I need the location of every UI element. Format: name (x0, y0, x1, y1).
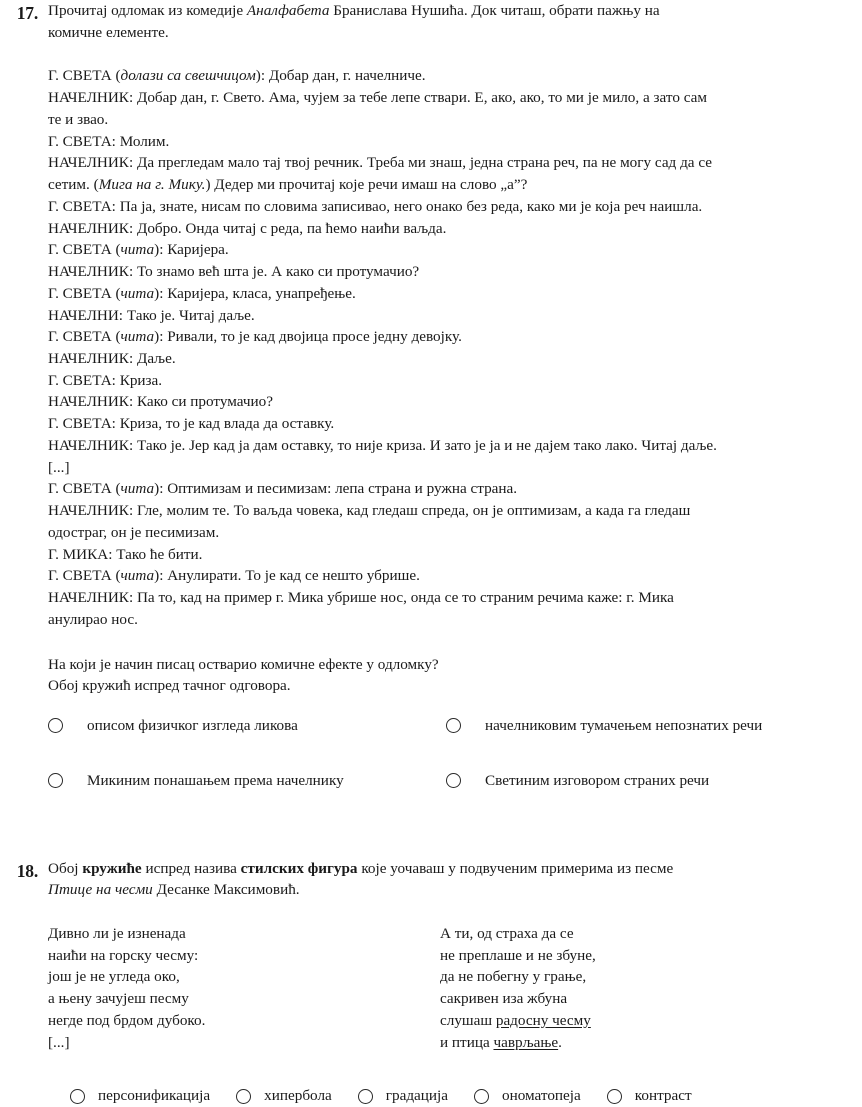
task-17-option-2-label: начелниковим тумачењем непознатих речи (485, 715, 762, 737)
text-span: [...] (48, 459, 70, 476)
text-line (48, 261, 842, 283)
radio-circle-icon[interactable] (607, 1089, 622, 1104)
text-line (48, 174, 842, 196)
task-18-option-5-label: контраст (635, 1085, 692, 1107)
task-17-option-4[interactable] (446, 770, 842, 792)
text-span: Десанке Максимовић. (153, 881, 300, 898)
italic-span: чита (121, 328, 155, 345)
text-line (48, 283, 842, 305)
text-line (440, 1010, 842, 1032)
text-span: не преплаше и не збуне, (440, 947, 596, 964)
text-span: Г. МИКА: Тако ће бити. (48, 546, 202, 563)
text-span: . (558, 1034, 562, 1051)
task-17-option-1[interactable] (48, 715, 446, 737)
radio-circle-icon[interactable] (474, 1089, 489, 1104)
task-18-option-1[interactable] (70, 1085, 236, 1107)
text-line (48, 587, 842, 609)
task-18-poem (48, 923, 842, 1053)
text-line (48, 413, 842, 435)
text-span: ): Каријера, класа, унапређење. (154, 285, 356, 302)
text-line (48, 109, 842, 131)
text-span: ): Оптимизам и песимизам: лепа страна и ружна страна. (154, 480, 517, 497)
task-18-option-1-label: персонификација (98, 1085, 210, 1107)
text-span: Обој (48, 860, 82, 877)
text-line (440, 945, 842, 967)
text-span: сетим. ( (48, 176, 99, 193)
text-span: Г. СВЕТА: Криза. (48, 372, 162, 389)
text-line (48, 0, 842, 22)
text-span: испред назива (142, 860, 241, 877)
task-17-option-3[interactable] (48, 770, 446, 792)
italic-span: чита (121, 241, 155, 258)
text-line (48, 391, 842, 413)
task-18-option-3-label: градација (386, 1085, 448, 1107)
task-17-number: 17. (0, 0, 48, 26)
text-line (440, 988, 842, 1010)
task-17-option-3-label: Микиним понашањем према начелнику (87, 770, 344, 792)
text-span: Г. СВЕТА ( (48, 567, 121, 584)
text-span: Прочитај одломак из комедије (48, 2, 247, 19)
text-span: А ти, од страха да се (440, 925, 574, 942)
text-span: комичне елементе. (48, 24, 169, 41)
text-span: Дивно ли је изненада (48, 925, 186, 942)
task-18 (0, 858, 862, 1107)
text-line (48, 196, 842, 218)
text-span: Г. СВЕТА: Па ја, знате, нисам по словима записивао, него онако без реда, како ми је која реч наишла. (48, 198, 702, 215)
bold-span: кружиће (82, 860, 141, 877)
text-line (48, 1032, 440, 1054)
task-18-option-2[interactable] (236, 1085, 358, 1107)
task-18-body (48, 858, 862, 1107)
text-span: [...] (48, 1034, 70, 1051)
task-18-number: 18. (0, 858, 48, 884)
text-span: НАЧЕЛНИК: Тако је. Јер кад ја дам оставку, то није криза. И зато је ја и не дајем тако лако. Читај даље. (48, 437, 717, 454)
text-line (48, 65, 842, 87)
text-span: ): Добар дан, г. начелниче. (256, 67, 426, 84)
text-line (48, 22, 842, 44)
text-line (48, 326, 842, 348)
text-span: Г. СВЕТА ( (48, 241, 121, 258)
text-line (48, 565, 842, 587)
text-line (48, 478, 842, 500)
underlined-span: чаврљање (493, 1034, 558, 1051)
text-span: још је не угледа око, (48, 968, 180, 985)
italic-span: Мига на г. Мику. (99, 176, 206, 193)
task-17-question-line-1: На који је начин писац остварио комичне ефекте у одломку? (48, 654, 842, 676)
task-17-question-line-2: Обој кружић испред тачног одговора. (48, 675, 842, 697)
task-18-option-3[interactable] (358, 1085, 474, 1107)
task-18-option-4[interactable] (474, 1085, 607, 1107)
text-span: ): Каријера. (154, 241, 229, 258)
text-span: те и звао. (48, 111, 108, 128)
task-18-option-5[interactable] (607, 1085, 692, 1107)
text-line (48, 945, 440, 967)
italic-span: Аналфабета (247, 2, 330, 19)
text-span: Г. СВЕТА ( (48, 67, 121, 84)
radio-circle-icon[interactable] (358, 1089, 373, 1104)
italic-span: Птице на чесми (48, 881, 153, 898)
text-line (48, 239, 842, 261)
text-line (48, 305, 842, 327)
text-span: слушаш (440, 1012, 496, 1029)
text-span: Бранислава Нушића. Док читаш, обрати пажњу на (329, 2, 659, 19)
text-span: ) Дедер ми прочитај које речи имаш на слово „а”? (205, 176, 527, 193)
text-line (440, 966, 842, 988)
text-span: Г. СВЕТА ( (48, 328, 121, 345)
text-line (48, 522, 842, 544)
task-18-option-4-label: ономатопеја (502, 1085, 581, 1107)
task-17-prompt (48, 0, 842, 43)
text-span: НАЧЕЛНИК: Како си протумачио? (48, 393, 273, 410)
text-line (440, 1032, 842, 1054)
italic-span: чита (121, 285, 155, 302)
text-line (48, 457, 842, 479)
text-span: НАЧЕЛНИ: Тако је. Читај даље. (48, 307, 255, 324)
radio-circle-icon[interactable] (446, 773, 461, 788)
text-line (48, 858, 842, 880)
text-span: НАЧЕЛНИК: Добро. Онда читај с реда, па ћемо наићи ваљда. (48, 220, 446, 237)
text-line (48, 87, 842, 109)
text-line (48, 923, 440, 945)
text-span: Г. СВЕТА: Криза, то је кад влада да оставку. (48, 415, 334, 432)
text-line (48, 131, 842, 153)
text-span: НАЧЕЛНИК: То знамо већ шта је. А како си протумачио? (48, 263, 419, 280)
task-18-options (48, 1085, 842, 1107)
text-line (48, 370, 842, 392)
radio-circle-icon[interactable] (48, 718, 63, 733)
text-line (48, 500, 842, 522)
text-span: негде под брдом дубоко. (48, 1012, 205, 1029)
text-line (48, 544, 842, 566)
text-span: и птица (440, 1034, 493, 1051)
task-17-excerpt (48, 65, 842, 630)
radio-circle-icon[interactable] (236, 1089, 251, 1104)
text-span: сакривен иза жбуна (440, 990, 567, 1007)
text-span: Г. СВЕТА ( (48, 285, 121, 302)
text-span: анулирао нос. (48, 611, 138, 628)
text-span: НАЧЕЛНИК: Да прегледам мало тај твој речник. Треба ми знаш, једна страна реч, па не могу сад да се (48, 154, 712, 171)
underlined-span: радосну чесму (496, 1012, 591, 1029)
task-17-option-4-label: Светиним изговором страних речи (485, 770, 709, 792)
text-span: ): Анулирати. То је кад се нешто убрише. (154, 567, 420, 584)
radio-circle-icon[interactable] (446, 718, 461, 733)
task-17-question (48, 654, 842, 697)
poem-stanza-right (440, 923, 842, 1053)
text-span: Г. СВЕТА: Молим. (48, 133, 169, 150)
text-span: ): Ривали, то је кад двојица просе једну девојку. (154, 328, 462, 345)
task-18-option-2-label: хипербола (264, 1085, 332, 1107)
italic-span: чита (121, 480, 155, 497)
text-span: НАЧЕЛНИК: Даље. (48, 350, 176, 367)
italic-span: чита (121, 567, 155, 584)
text-line (48, 879, 842, 901)
text-span: Г. СВЕТА ( (48, 480, 121, 497)
text-span: одостраг, он је песимизам. (48, 524, 219, 541)
task-17-options (48, 715, 842, 791)
text-span: НАЧЕЛНИК: Добар дан, г. Свето. Ама, чујем за тебе лепе ствари. Е, ако, ако, то ми је мило, а зато сам (48, 89, 707, 106)
task-17-option-1-label: описом физичког изгледа ликова (87, 715, 298, 737)
text-line (48, 988, 440, 1010)
text-span: наићи на горску чесму: (48, 947, 198, 964)
text-line (48, 609, 842, 631)
task-17-option-2[interactable] (446, 715, 842, 737)
text-line (48, 152, 842, 174)
task-18-prompt (48, 858, 842, 901)
radio-circle-icon[interactable] (48, 773, 63, 788)
text-line (48, 1010, 440, 1032)
text-span: НАЧЕЛНИК: Па то, кад на пример г. Мика убрише нос, онда се то страним речима каже: г. Мика (48, 589, 674, 606)
text-span: да не побегну у грање, (440, 968, 586, 985)
text-line (48, 966, 440, 988)
task-17-body (48, 0, 862, 792)
text-span: а њену зачујеш песму (48, 990, 189, 1007)
radio-circle-icon[interactable] (70, 1089, 85, 1104)
text-span: НАЧЕЛНИК: Гле, молим те. То ваљда човека, кад гледаш спреда, он је оптимизам, а када га гледаш (48, 502, 690, 519)
bold-span: стилских фигура (241, 860, 358, 877)
text-line (48, 218, 842, 240)
italic-span: долази са свешчицом (121, 67, 256, 84)
text-line (48, 435, 842, 457)
text-span: које уочаваш у подвученим примерима из песме (358, 860, 674, 877)
poem-stanza-left (48, 923, 440, 1053)
text-line (48, 348, 842, 370)
text-line (440, 923, 842, 945)
